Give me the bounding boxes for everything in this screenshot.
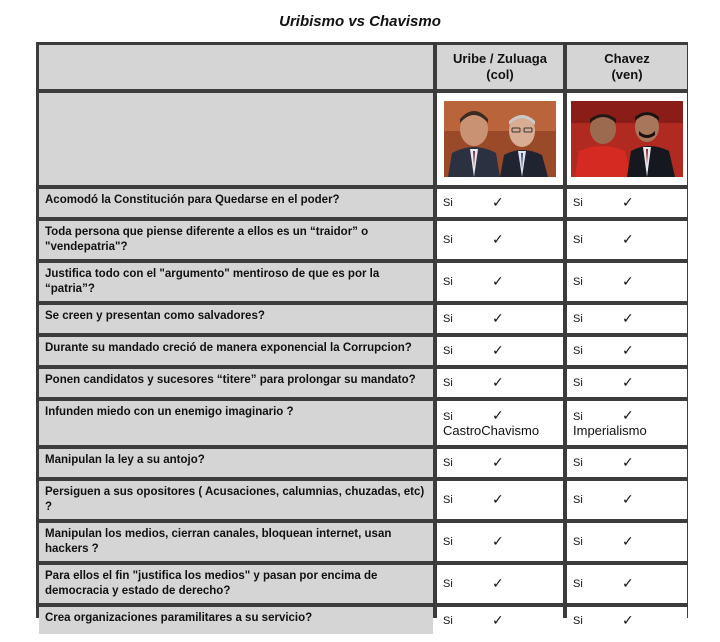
answer-cell-uribe	[437, 523, 563, 561]
question-cell: Crea organizaciones paramilitares a su servicio?	[39, 607, 433, 634]
check-icon: ✓	[622, 231, 634, 248]
question-cell: Se creen y presentan como salvadores?	[39, 305, 433, 333]
answer-si-label: Si	[573, 377, 583, 389]
check-icon: ✓	[622, 194, 634, 211]
check-icon: ✓	[492, 310, 504, 327]
answer-si-label: Si	[443, 536, 453, 548]
answer-cell-chavez	[567, 481, 687, 519]
answer-cell-uribe	[437, 369, 563, 397]
check-icon: ✓	[492, 611, 504, 628]
check-icon: ✓	[492, 533, 504, 550]
check-icon: ✓	[492, 374, 504, 391]
photo-cell-chavez	[567, 93, 687, 185]
uribe-zuluaga-photo	[444, 101, 556, 177]
header-col-chavez-label: Chavez (ven)	[604, 51, 650, 82]
question-cell: Toda persona que piense diferente a ellos es un “traidor” o "vendepatria"?	[39, 221, 433, 259]
check-icon: ✓	[622, 491, 634, 508]
answer-si-label: Si	[443, 345, 453, 357]
answer-si-label: Si	[443, 614, 453, 627]
header-col-uribe-label: Uribe / Zuluaga (col)	[453, 51, 547, 82]
check-icon: ✓	[622, 342, 634, 359]
question-cell: Manipulan la ley a su antojo?	[39, 449, 433, 477]
answer-cell-uribe	[437, 337, 563, 365]
answer-si-label: Si	[573, 457, 583, 469]
answer-si-label: Si	[573, 234, 583, 246]
photo-cell-uribe	[437, 93, 563, 185]
question-cell: Para ellos el fin "justifica los medios" y pasan por encima de democracia y estado de derecho?	[39, 565, 433, 603]
answer-si-label: Si	[443, 197, 453, 209]
question-cell: Manipulan los medios, cierran canales, bloquean internet, usan hackers ?	[39, 523, 433, 561]
check-icon: ✓	[492, 342, 504, 359]
answer-si-label: Si	[443, 234, 453, 246]
check-icon: ✓	[622, 533, 634, 550]
answer-cell-chavez	[567, 263, 687, 301]
answer-cell-uribe	[437, 263, 563, 301]
answer-si-label: Si	[573, 494, 583, 506]
question-cell: Persiguen a sus opositores ( Acusaciones, calumnias, chuzadas, etc) ?	[39, 481, 433, 519]
answer-cell-chavez	[567, 449, 687, 477]
answer-cell-uribe	[437, 449, 563, 477]
check-icon: ✓	[492, 491, 504, 508]
check-icon: ✓	[492, 273, 504, 290]
check-icon: ✓	[622, 374, 634, 391]
answer-cell-chavez	[567, 523, 687, 561]
answer-si-label: Si	[443, 578, 453, 590]
answer-cell-chavez	[567, 607, 687, 634]
comparison-table	[36, 42, 688, 628]
answer-cell-uribe	[437, 481, 563, 519]
question-cell: Justifica todo con el "argumento" mentiroso de que es por la “patria”?	[39, 263, 433, 301]
check-icon: ✓	[492, 231, 504, 248]
answer-cell-uribe	[437, 565, 563, 603]
answer-si-label: Si	[573, 578, 583, 590]
header-col-uribe	[437, 45, 563, 89]
answer-note: Imperialismo	[573, 423, 647, 438]
check-icon: ✓	[622, 575, 634, 592]
answer-si-label: Si	[573, 345, 583, 357]
page-title: Uribismo vs Chavismo	[279, 13, 441, 30]
answer-si-label: Si	[573, 614, 583, 627]
check-icon: ✓	[622, 454, 634, 471]
check-icon: ✓	[622, 273, 634, 290]
answer-cell-uribe	[437, 401, 563, 445]
answer-si-label: Si	[443, 377, 453, 389]
header-col-chavez	[567, 45, 687, 89]
answer-note: CastroChavismo	[443, 423, 540, 438]
photo-row-empty-cell	[39, 93, 433, 185]
question-cell: Durante su mandado creció de manera exponencial la Corrupcion?	[39, 337, 433, 365]
check-icon: ✓	[622, 310, 634, 327]
chavez-maduro-photo	[571, 101, 683, 177]
answer-si-label: Si	[443, 313, 453, 325]
check-icon: ✓	[622, 611, 634, 628]
answer-cell-uribe	[437, 607, 563, 634]
question-cell: Infunden miedo con un enemigo imaginario ?	[39, 401, 433, 445]
check-icon: ✓	[622, 407, 634, 423]
answer-si-label: Si	[573, 276, 583, 288]
answer-cell-chavez	[567, 189, 687, 217]
answer-cell-chavez	[567, 305, 687, 333]
check-icon: ✓	[492, 575, 504, 592]
answer-cell-uribe	[437, 305, 563, 333]
answer-cell-chavez	[567, 221, 687, 259]
answer-cell-uribe	[437, 221, 563, 259]
check-icon: ✓	[492, 407, 504, 423]
answer-cell-chavez	[567, 401, 687, 445]
answer-si-label: Si	[443, 276, 453, 288]
answer-si-label: Si	[573, 197, 583, 209]
answer-si-label: Si	[573, 313, 583, 325]
answer-cell-chavez	[567, 337, 687, 365]
answer-si-label: Si	[573, 411, 583, 423]
check-icon: ✓	[492, 194, 504, 211]
answer-si-label: Si	[443, 457, 453, 469]
question-cell: Acomodó la Constitución para Quedarse en el poder?	[39, 189, 433, 217]
answer-cell-chavez	[567, 369, 687, 397]
answer-cell-uribe	[437, 189, 563, 217]
answer-cell-chavez	[567, 565, 687, 603]
answer-si-label: Si	[443, 494, 453, 506]
question-cell: Ponen candidatos y sucesores “titere” para prolongar su mandato?	[39, 369, 433, 397]
answer-si-label: Si	[573, 536, 583, 548]
answer-si-label: Si	[443, 411, 453, 423]
check-icon: ✓	[492, 454, 504, 471]
header-empty-cell	[39, 45, 433, 89]
